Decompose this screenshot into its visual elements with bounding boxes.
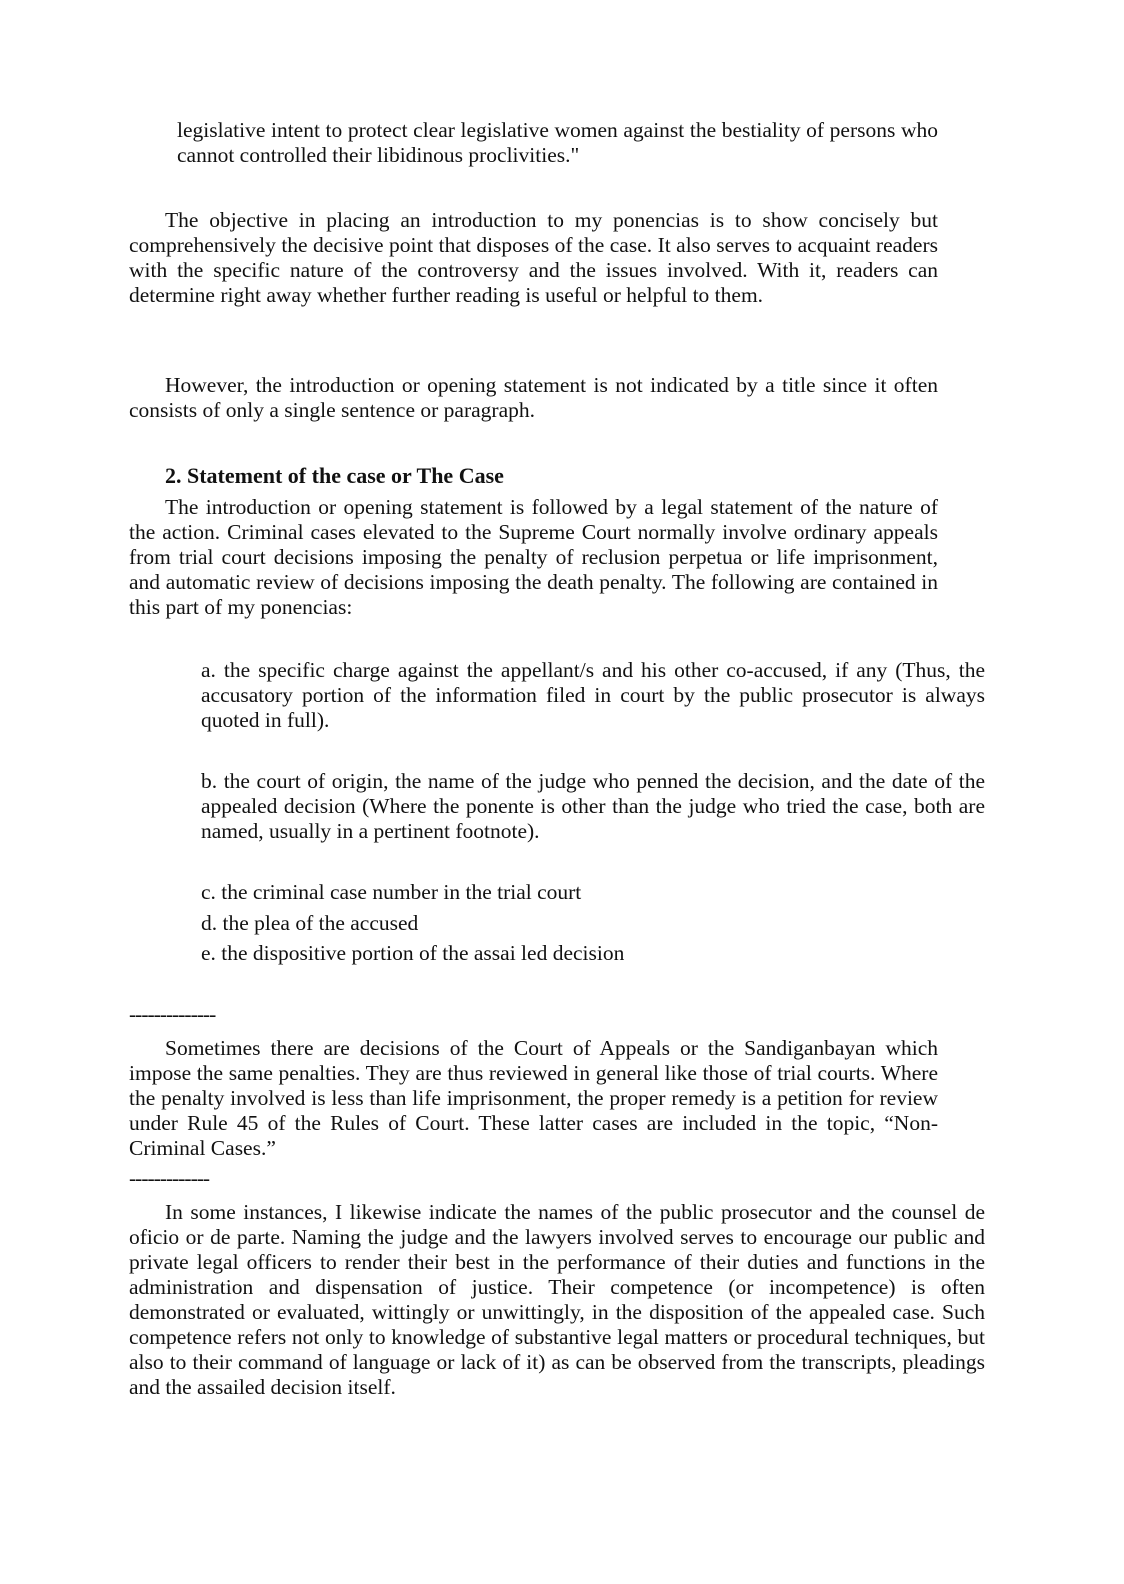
separator-rule: ------------- (129, 1166, 210, 1190)
list-item-e: e. the dispositive portion of the assai led decision (201, 941, 625, 965)
list-item-d: d. the plea of the accused (201, 911, 419, 935)
paragraph-intro-followed: The introduction or opening statement is followed by a legal statement of the nature of the action. Criminal cases elevated to the Supreme Court normally involve ordinary appeals from trial court decisions imposing the penalty of reclusion perpetua or life imprisonment, and automatic review of decisions imposing the death penalty. The following are contained in this part of my ponencias: (129, 495, 938, 619)
list-item-b: b. the court of origin, the name of the judge who penned the decision, and the date of the appealed decision (Where the ponente is other than the judge who tried the case, both are named, usually in a pertinent footnote). (201, 769, 985, 843)
section-heading-case: 2. Statement of the case or The Case (165, 463, 504, 488)
list-item-a: a. the specific charge against the appellant/s and his other co-accused, if any (Thus, the accusatory portion of the information filed in court by the public prosecutor is always quoted in full). (201, 658, 985, 732)
paragraph-however: However, the introduction or opening statement is not indicated by a title since it often consists of only a single sentence or paragraph. (129, 373, 938, 422)
paragraph-instances: In some instances, I likewise indicate the names of the public prosecutor and the counsel de oficio or de parte. Naming the judge and the lawyers involved serves to encourage our public and private legal officers to render their best in the performance of their duties and functions in the administration and dispensation of justice. Their competence (or incompetence) is often demonstrated or evaluated, wittingly or unwittingly, in the disposition of the appealed case. Such competence refers not only to knowledge of substantive legal matters or procedural techniques, but also to their command of language or lack of it) as can be observed from the transcripts, pleadings and the assailed decision itself. (129, 1200, 985, 1399)
list-item-c: c. the criminal case number in the trial court (201, 880, 582, 904)
paragraph-sometimes: Sometimes there are decisions of the Court of Appeals or the Sandiganbayan which impose the same penalties. They are thus reviewed in general like those of trial courts. Where the penalty involved is less than life imprisonment, the proper remedy is a petition for review under Rule 45 of the Rules of Court. These latter cases are included in the topic, “Non-Criminal Cases.” (129, 1036, 938, 1160)
paragraph-objective: The objective in placing an introduction to my ponencias is to show concisely but comprehensively the decisive point that disposes of the case. It also serves to acquaint readers with the specific nature of the controversy and the issues involved. With it, readers can determine right away whether further reading is useful or helpful to them. (129, 208, 938, 307)
separator-rule: -------------- (129, 1002, 216, 1026)
block-quote-end: legislative intent to protect clear legislative women against the bestiality of persons who cannot controlled their libidinous proclivities." (177, 118, 938, 167)
